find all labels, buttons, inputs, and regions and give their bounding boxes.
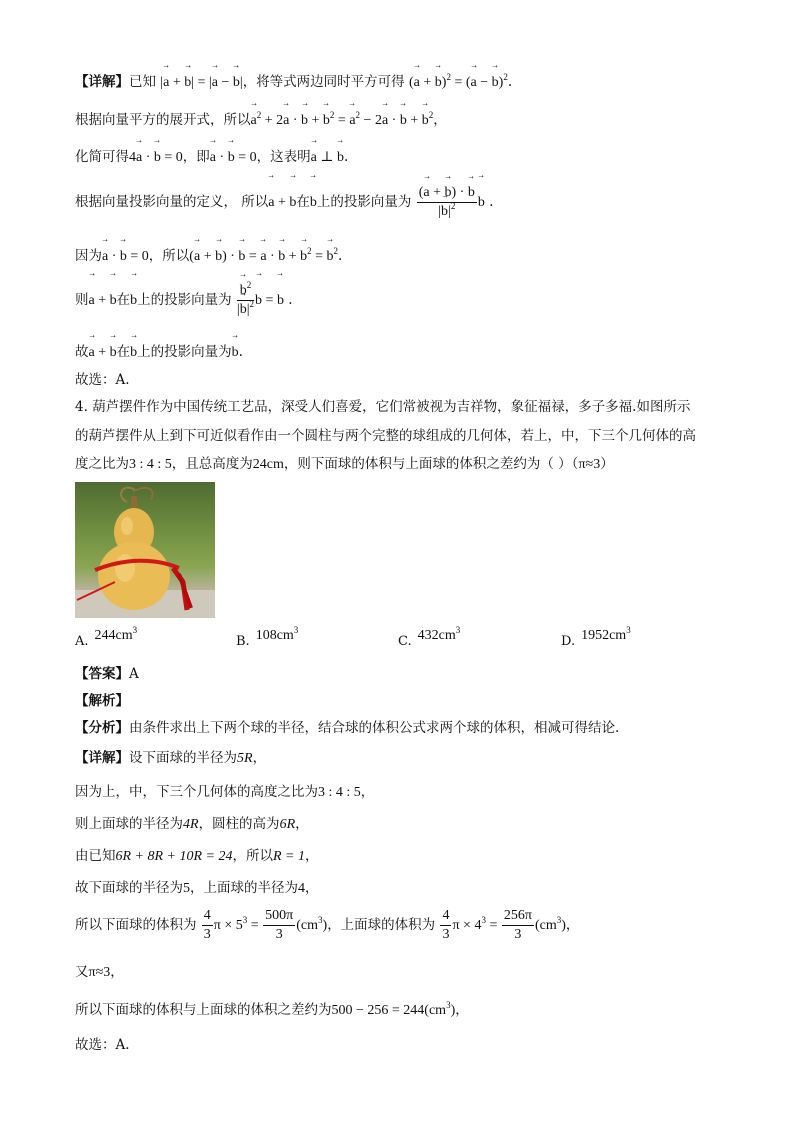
detail-line-7: 又π≈3，	[75, 964, 124, 980]
q4-stem-3: 度之比为3 : 4 : 5，且总高度为24cm，则下面球的体积与上面球的体积之差约为（ ）（π≈3）	[75, 456, 614, 472]
q3-line-4: 根据向量投影向量的定义， 所以→ a + → b在→ b上的投影向量为 $\frac{(\to a + \to b) \cdot \to b}{|\to b|^2}$ → b .	[75, 182, 493, 223]
q3-line-6: 则→ a + → b在→ b上的投影向量为 → $\frac{b^2}{|\to b|^2}$ → b = → b .	[75, 280, 293, 321]
q3-choice: 故选：A.	[75, 372, 130, 388]
q3-line-7: 故→ a + → b在→ b上的投影向量为→ b.	[75, 342, 243, 363]
q3-line-3: 化简可得4→ a · → b = 0，即→ a · → b = 0，这表明→ a ⊥ → b.	[75, 147, 348, 168]
upper-sphere-volume: $\frac{4}{3}$ $\pi \times 4^3$ = $\frac{256\pi}{3}$ $(cm^3)$	[442, 908, 566, 943]
detail-line-3: 则上面球的半径为4R，圆柱的高为6R，	[75, 816, 309, 832]
lower-sphere-volume: $\frac{4}{3}$ $\pi \times 5^3$ = $\frac{500\pi}{3}$ $(cm^3)$	[203, 908, 328, 943]
projection-fraction: $\frac{(\to a + \to b) \cdot \to b}{|\to b|^2}$	[417, 184, 477, 221]
q4-stem-1: 4. 葫芦摆件作为中国传统工艺品，深受人们喜爱，它们常被视为吉祥物，象征福禄，多子多福.如图所示	[75, 399, 691, 415]
q4-choice: 故选：A.	[75, 1037, 130, 1053]
formula-given: |→ a + → b| = |→ a − → b|	[160, 75, 242, 90]
q3-line-5: 因为→ a · → b = 0，所以(→ a + → b) · → b = → a · → b + → $b^2$ = → $b^2$.	[75, 246, 342, 267]
detail-line-2: 因为上，中，下三个几何体的高度之比为3 : 4 : 5，	[75, 784, 375, 800]
detail-line-5: 故下面球的半径为5，上面球的半径为4，	[75, 880, 319, 896]
option-d[interactable]: D. $1952cm^3$	[561, 625, 631, 649]
detail-tag: 【详解】	[75, 74, 129, 90]
formula-squared: (→ a + → b)$^2$ = (→ a − → b)$^2$	[409, 75, 508, 90]
q3-line-1: 【详解】已知 |→ a + → b| = |→ a − → b|，将等式两边同时平方可得 (→ a + → b)$^2$ = (→ a − → b)$^2$.	[75, 72, 512, 93]
fenxi-line: 【分析】由条件求出上下两个球的半径，结合球的体积公式求两个球的体积，相减可得结论.	[75, 720, 620, 736]
option-a[interactable]: A. $244cm^3$	[75, 625, 138, 649]
gourd-illustration	[75, 482, 215, 618]
option-c[interactable]: C. $432cm^3$	[398, 625, 461, 649]
detail-line-6: 所以下面球的体积为 $\frac{4}{3}$ $\pi \times 5^3$ = $\frac{500\pi}{3}$ $(cm^3)$，上面球的体积为 $\frac{4}{3}$ $\pi \times 4^3$ = $\frac{256\pi}{3}$ $(cm^3)$，	[75, 908, 580, 943]
answer-line: 【答案】A	[75, 666, 139, 682]
q4-stem-2: 的葫芦摆件从上到下可近似看作由一个圆柱与两个完整的球组成的几何体，若上，中，下三个几何体的高	[75, 428, 696, 444]
analysis-tag: 【解析】	[75, 693, 129, 709]
projection-result-fraction: → $\frac{b^2}{|\to b|^2}$	[237, 282, 254, 319]
detail-line-8: 所以下面球的体积与上面球的体积之差约为$500 - 256 = 244(cm^3)$，	[75, 1000, 469, 1018]
q3-line-2: 根据向量平方的展开式，所以→ $a^2 + 2\to a$ · → b + → $b^2$ = → $a^2 - 2\to a$ · → b + → $b^2$，	[75, 110, 447, 131]
detail-line-4: 由已知6R + 8R + 10R = 24，所以R = 1，	[75, 848, 319, 864]
formula-expand: → $a^2 + 2\to a$ · → b + → $b^2$ = → $a^2 - 2\to a$ · → b + → $b^2$	[251, 113, 434, 128]
detail-line-1: 【详解】设下面球的半径为5R，	[75, 750, 267, 766]
gourd-photo	[75, 482, 215, 618]
option-b[interactable]: B. $108cm^3$	[236, 625, 299, 649]
